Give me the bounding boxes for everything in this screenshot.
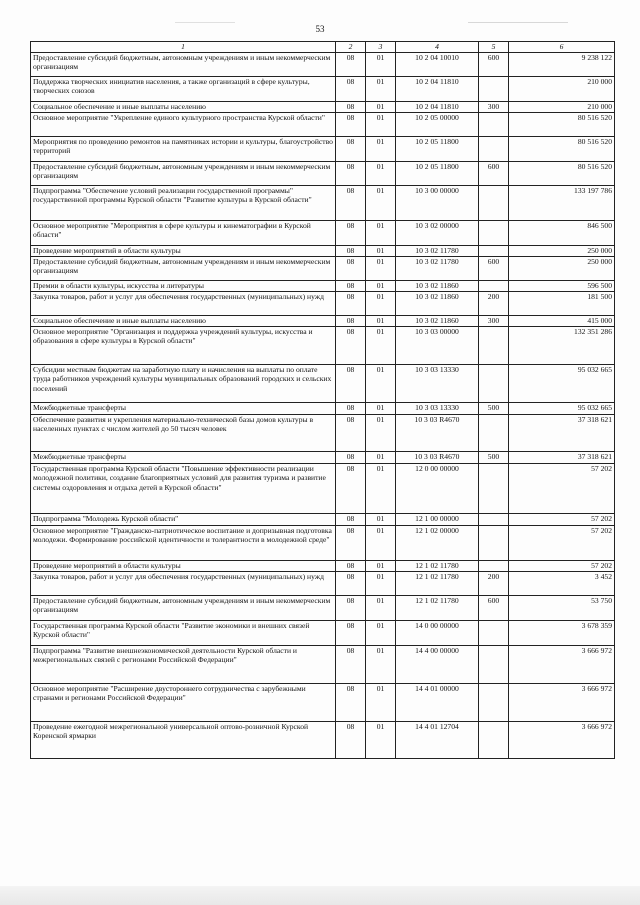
- row-section-code: 08: [336, 245, 366, 256]
- row-section-code: 08: [336, 595, 366, 620]
- column-header: 5: [479, 42, 509, 53]
- row-target-article: 14 4 01 00000: [396, 683, 479, 721]
- row-subsection-code: 01: [366, 525, 396, 560]
- row-expense-type: [479, 463, 509, 513]
- row-subsection-code: 01: [366, 364, 396, 402]
- row-expense-type: [479, 364, 509, 402]
- table-row: [31, 101, 615, 112]
- row-subsection-code: 01: [366, 280, 396, 291]
- row-amount: 37 318 621: [509, 414, 615, 451]
- table-row: [31, 525, 615, 560]
- table-row: [31, 220, 615, 245]
- row-subsection-code: 01: [366, 101, 396, 112]
- row-target-article: 10 3 02 11780: [396, 256, 479, 280]
- row-subsection-code: 01: [366, 721, 396, 758]
- row-subsection-code: 01: [366, 256, 396, 280]
- row-subsection-code: 01: [366, 326, 396, 364]
- table-row: [31, 683, 615, 721]
- row-expense-type: [479, 185, 509, 220]
- row-target-article: 10 2 05 11800: [396, 136, 479, 161]
- row-expense-type: [479, 414, 509, 451]
- row-description: Подпрограмма "Развитие внешнеэкономической деятельности Курской области и межрегиональных связей с регионами Российской Федерации": [31, 645, 336, 683]
- row-target-article: 14 0 00 00000: [396, 620, 479, 645]
- row-section-code: 08: [336, 76, 366, 101]
- row-section-code: 08: [336, 645, 366, 683]
- row-amount: 3 666 972: [509, 645, 615, 683]
- row-amount: 95 032 665: [509, 364, 615, 402]
- row-description: Основное мероприятие "Укрепление единого культурного пространства Курской области": [31, 112, 336, 136]
- row-target-article: 10 3 03 R4670: [396, 451, 479, 463]
- row-subsection-code: 01: [366, 112, 396, 136]
- row-description: Основное мероприятие "Мероприятия в сфере культуры и кинематографии в Курской области": [31, 220, 336, 245]
- row-subsection-code: 01: [366, 645, 396, 683]
- row-target-article: 12 1 02 11780: [396, 571, 479, 595]
- row-section-code: 08: [336, 52, 366, 76]
- row-section-code: 08: [336, 136, 366, 161]
- row-expense-type: [479, 76, 509, 101]
- row-description: Проведение мероприятий в области культуры: [31, 245, 336, 256]
- row-expense-type: [479, 560, 509, 571]
- row-subsection-code: 01: [366, 451, 396, 463]
- row-expense-type: 600: [479, 52, 509, 76]
- table-row: [31, 112, 615, 136]
- row-section-code: 08: [336, 721, 366, 758]
- row-amount: 9 238 122: [509, 52, 615, 76]
- table-row: [31, 645, 615, 683]
- row-section-code: 08: [336, 185, 366, 220]
- row-target-article: 14 4 01 12704: [396, 721, 479, 758]
- row-subsection-code: 01: [366, 402, 396, 414]
- table-row: [31, 620, 615, 645]
- row-amount: 57 202: [509, 513, 615, 525]
- row-description: Государственная программа Курской области "Повышение эффективности реализации молодежной политики, создание благоприятных условий для развития туризма и развитие системы оздоровления и отдыха детей в Курской области": [31, 463, 336, 513]
- row-description: Государственная программа Курской области "Развитие экономики и внешних связей Курской области": [31, 620, 336, 645]
- row-amount: 415 000: [509, 315, 615, 326]
- row-amount: 57 202: [509, 525, 615, 560]
- row-description: Проведение ежегодной межрегиональной универсальной оптово-розничной Курской Коренской ярмарки: [31, 721, 336, 758]
- row-amount: 80 516 520: [509, 112, 615, 136]
- row-expense-type: [479, 112, 509, 136]
- table-row: [31, 560, 615, 571]
- row-amount: 250 000: [509, 256, 615, 280]
- row-description: Подпрограмма "Молодежь Курской области": [31, 513, 336, 525]
- row-expense-type: 600: [479, 595, 509, 620]
- row-amount: 250 000: [509, 245, 615, 256]
- row-target-article: 10 3 00 00000: [396, 185, 479, 220]
- row-expense-type: [479, 280, 509, 291]
- row-subsection-code: 01: [366, 161, 396, 185]
- row-amount: 53 750: [509, 595, 615, 620]
- table-row: [31, 291, 615, 315]
- row-target-article: 10 2 05 00000: [396, 112, 479, 136]
- row-description: Премии в области культуры, искусства и литературы: [31, 280, 336, 291]
- row-target-article: 10 3 02 11860: [396, 291, 479, 315]
- row-subsection-code: 01: [366, 463, 396, 513]
- row-section-code: 08: [336, 463, 366, 513]
- row-description: Предоставление субсидий бюджетным, автономным учреждениям и иным некоммерческим организациям: [31, 595, 336, 620]
- row-target-article: 10 2 04 10010: [396, 52, 479, 76]
- table-row: [31, 414, 615, 451]
- row-amount: 3 666 972: [509, 721, 615, 758]
- row-amount: 596 500: [509, 280, 615, 291]
- scan-artifact: [468, 22, 568, 23]
- row-expense-type: [479, 721, 509, 758]
- row-expense-type: 200: [479, 571, 509, 595]
- row-target-article: 12 1 02 11780: [396, 595, 479, 620]
- row-description: Основное мероприятие "Организация и поддержка учреждений культуры, искусства и образования в сфере культуры в Курской области": [31, 326, 336, 364]
- row-target-article: 12 1 02 11780: [396, 560, 479, 571]
- row-amount: 181 500: [509, 291, 615, 315]
- row-subsection-code: 01: [366, 571, 396, 595]
- row-expense-type: [479, 245, 509, 256]
- row-section-code: 08: [336, 315, 366, 326]
- scan-artifact: [175, 22, 235, 23]
- row-expense-type: 500: [479, 451, 509, 463]
- row-target-article: 10 2 04 11810: [396, 76, 479, 101]
- row-expense-type: [479, 645, 509, 683]
- row-amount: 3 666 972: [509, 683, 615, 721]
- table-row: [31, 402, 615, 414]
- row-amount: 846 500: [509, 220, 615, 245]
- row-section-code: 08: [336, 683, 366, 721]
- row-amount: 210 000: [509, 76, 615, 101]
- row-description: Закупка товаров, работ и услуг для обеспечения государственных (муниципальных) нужд: [31, 571, 336, 595]
- row-expense-type: [479, 620, 509, 645]
- row-description: Предоставление субсидий бюджетным, автономным учреждениям и иным некоммерческим организациям: [31, 52, 336, 76]
- row-target-article: 10 2 05 11800: [396, 161, 479, 185]
- row-subsection-code: 01: [366, 513, 396, 525]
- row-subsection-code: 01: [366, 136, 396, 161]
- row-subsection-code: 01: [366, 683, 396, 721]
- row-subsection-code: 01: [366, 220, 396, 245]
- row-section-code: 08: [336, 513, 366, 525]
- row-description: Предоставление субсидий бюджетным, автономным учреждениям и иным некоммерческим организациям: [31, 161, 336, 185]
- page-number: 53: [315, 24, 325, 34]
- row-expense-type: [479, 136, 509, 161]
- row-expense-type: [479, 525, 509, 560]
- row-section-code: 08: [336, 560, 366, 571]
- row-section-code: 08: [336, 414, 366, 451]
- row-amount: 133 197 786: [509, 185, 615, 220]
- row-target-article: 12 1 00 00000: [396, 513, 479, 525]
- row-description: Подпрограмма "Обеспечение условий реализации государственной программы" государственной программы Курской области "Развитие культуры в Курской области": [31, 185, 336, 220]
- row-target-article: 10 3 03 13330: [396, 364, 479, 402]
- table-row: [31, 245, 615, 256]
- table-row: [31, 451, 615, 463]
- row-description: Субсидии местным бюджетам на заработную плату и начисления на выплаты по оплате труда работников учреждений культуры муниципальных образований городских и сельских поселений: [31, 364, 336, 402]
- row-expense-type: 200: [479, 291, 509, 315]
- row-target-article: 10 3 03 R4670: [396, 414, 479, 451]
- table-row: [31, 185, 615, 220]
- row-section-code: 08: [336, 291, 366, 315]
- row-expense-type: 300: [479, 101, 509, 112]
- table-row: [31, 256, 615, 280]
- row-expense-type: 500: [479, 402, 509, 414]
- row-description: Основное мероприятие "Расширение двустороннего сотрудничества с зарубежными странами и регионами Российской Федерации": [31, 683, 336, 721]
- row-target-article: 10 2 04 11810: [396, 101, 479, 112]
- table-row: [31, 364, 615, 402]
- table-row: [31, 315, 615, 326]
- row-expense-type: [479, 513, 509, 525]
- row-amount: 210 000: [509, 101, 615, 112]
- row-expense-type: [479, 220, 509, 245]
- row-subsection-code: 01: [366, 414, 396, 451]
- row-description: Закупка товаров, работ и услуг для обеспечения государственных (муниципальных) нужд: [31, 291, 336, 315]
- table-row: [31, 136, 615, 161]
- row-section-code: 08: [336, 220, 366, 245]
- row-target-article: 10 3 03 00000: [396, 326, 479, 364]
- row-subsection-code: 01: [366, 245, 396, 256]
- table-row: [31, 571, 615, 595]
- row-amount: 3 452: [509, 571, 615, 595]
- row-expense-type: 300: [479, 315, 509, 326]
- row-target-article: 10 3 02 11780: [396, 245, 479, 256]
- column-header: 4: [396, 42, 479, 53]
- row-description: Мероприятия по проведению ремонтов на памятниках истории и культуры, благоустройство территорий: [31, 136, 336, 161]
- row-section-code: 08: [336, 256, 366, 280]
- row-section-code: 08: [336, 101, 366, 112]
- table-row: [31, 595, 615, 620]
- row-section-code: 08: [336, 620, 366, 645]
- row-target-article: 10 3 03 13330: [396, 402, 479, 414]
- table-row: [31, 76, 615, 101]
- row-description: Межбюджетные трансферты: [31, 402, 336, 414]
- row-amount: 80 516 520: [509, 136, 615, 161]
- row-amount: 95 032 665: [509, 402, 615, 414]
- row-expense-type: 600: [479, 161, 509, 185]
- row-section-code: 08: [336, 112, 366, 136]
- row-section-code: 08: [336, 402, 366, 414]
- row-section-code: 08: [336, 525, 366, 560]
- table-row: [31, 280, 615, 291]
- table-row: [31, 52, 615, 76]
- budget-table: [30, 41, 615, 759]
- column-header: 2: [336, 42, 366, 53]
- row-amount: 37 318 621: [509, 451, 615, 463]
- row-subsection-code: 01: [366, 52, 396, 76]
- row-target-article: 10 3 02 00000: [396, 220, 479, 245]
- row-target-article: 10 3 02 11860: [396, 315, 479, 326]
- column-header: 6: [509, 42, 615, 53]
- table-header-row: [31, 42, 615, 53]
- row-subsection-code: 01: [366, 315, 396, 326]
- row-description: Социальное обеспечение и иные выплаты населению: [31, 101, 336, 112]
- row-section-code: 08: [336, 451, 366, 463]
- row-description: Поддержка творческих инициатив населения, а также организаций в сфере культуры, творческих союзов: [31, 76, 336, 101]
- row-description: Предоставление субсидий бюджетным, автономным учреждениям и иным некоммерческим организациям: [31, 256, 336, 280]
- row-description: Основное мероприятие "Гражданско-патриотическое воспитание и допризывная подготовка молодежи. Формирование российской идентичности и толерантности в молодежной среде": [31, 525, 336, 560]
- row-section-code: 08: [336, 571, 366, 595]
- table-row: [31, 326, 615, 364]
- column-header: 1: [31, 42, 336, 53]
- row-subsection-code: 01: [366, 595, 396, 620]
- row-amount: 57 202: [509, 560, 615, 571]
- row-description: Межбюджетные трансферты: [31, 451, 336, 463]
- row-expense-type: [479, 683, 509, 721]
- scan-bottom-edge: [0, 886, 640, 905]
- row-description: Обеспечение развития и укрепления материально-технической базы домов культуры в населенных пунктах с числом жителей до 50 тысяч человек: [31, 414, 336, 451]
- row-subsection-code: 01: [366, 291, 396, 315]
- row-section-code: 08: [336, 326, 366, 364]
- row-target-article: 10 3 02 11860: [396, 280, 479, 291]
- table-row: [31, 161, 615, 185]
- table-row: [31, 463, 615, 513]
- row-amount: 132 351 286: [509, 326, 615, 364]
- row-target-article: 12 1 02 00000: [396, 525, 479, 560]
- row-description: Проведение мероприятий в области культуры: [31, 560, 336, 571]
- column-header: 3: [366, 42, 396, 53]
- row-expense-type: [479, 326, 509, 364]
- row-amount: 57 202: [509, 463, 615, 513]
- row-subsection-code: 01: [366, 185, 396, 220]
- row-target-article: 14 4 00 00000: [396, 645, 479, 683]
- row-subsection-code: 01: [366, 76, 396, 101]
- table-row: [31, 721, 615, 758]
- row-amount: 80 516 520: [509, 161, 615, 185]
- table-row: [31, 513, 615, 525]
- row-expense-type: 600: [479, 256, 509, 280]
- row-description: Социальное обеспечение и иные выплаты населению: [31, 315, 336, 326]
- row-target-article: 12 0 00 00000: [396, 463, 479, 513]
- row-section-code: 08: [336, 161, 366, 185]
- row-subsection-code: 01: [366, 620, 396, 645]
- row-section-code: 08: [336, 364, 366, 402]
- row-section-code: 08: [336, 280, 366, 291]
- row-amount: 3 678 359: [509, 620, 615, 645]
- row-subsection-code: 01: [366, 560, 396, 571]
